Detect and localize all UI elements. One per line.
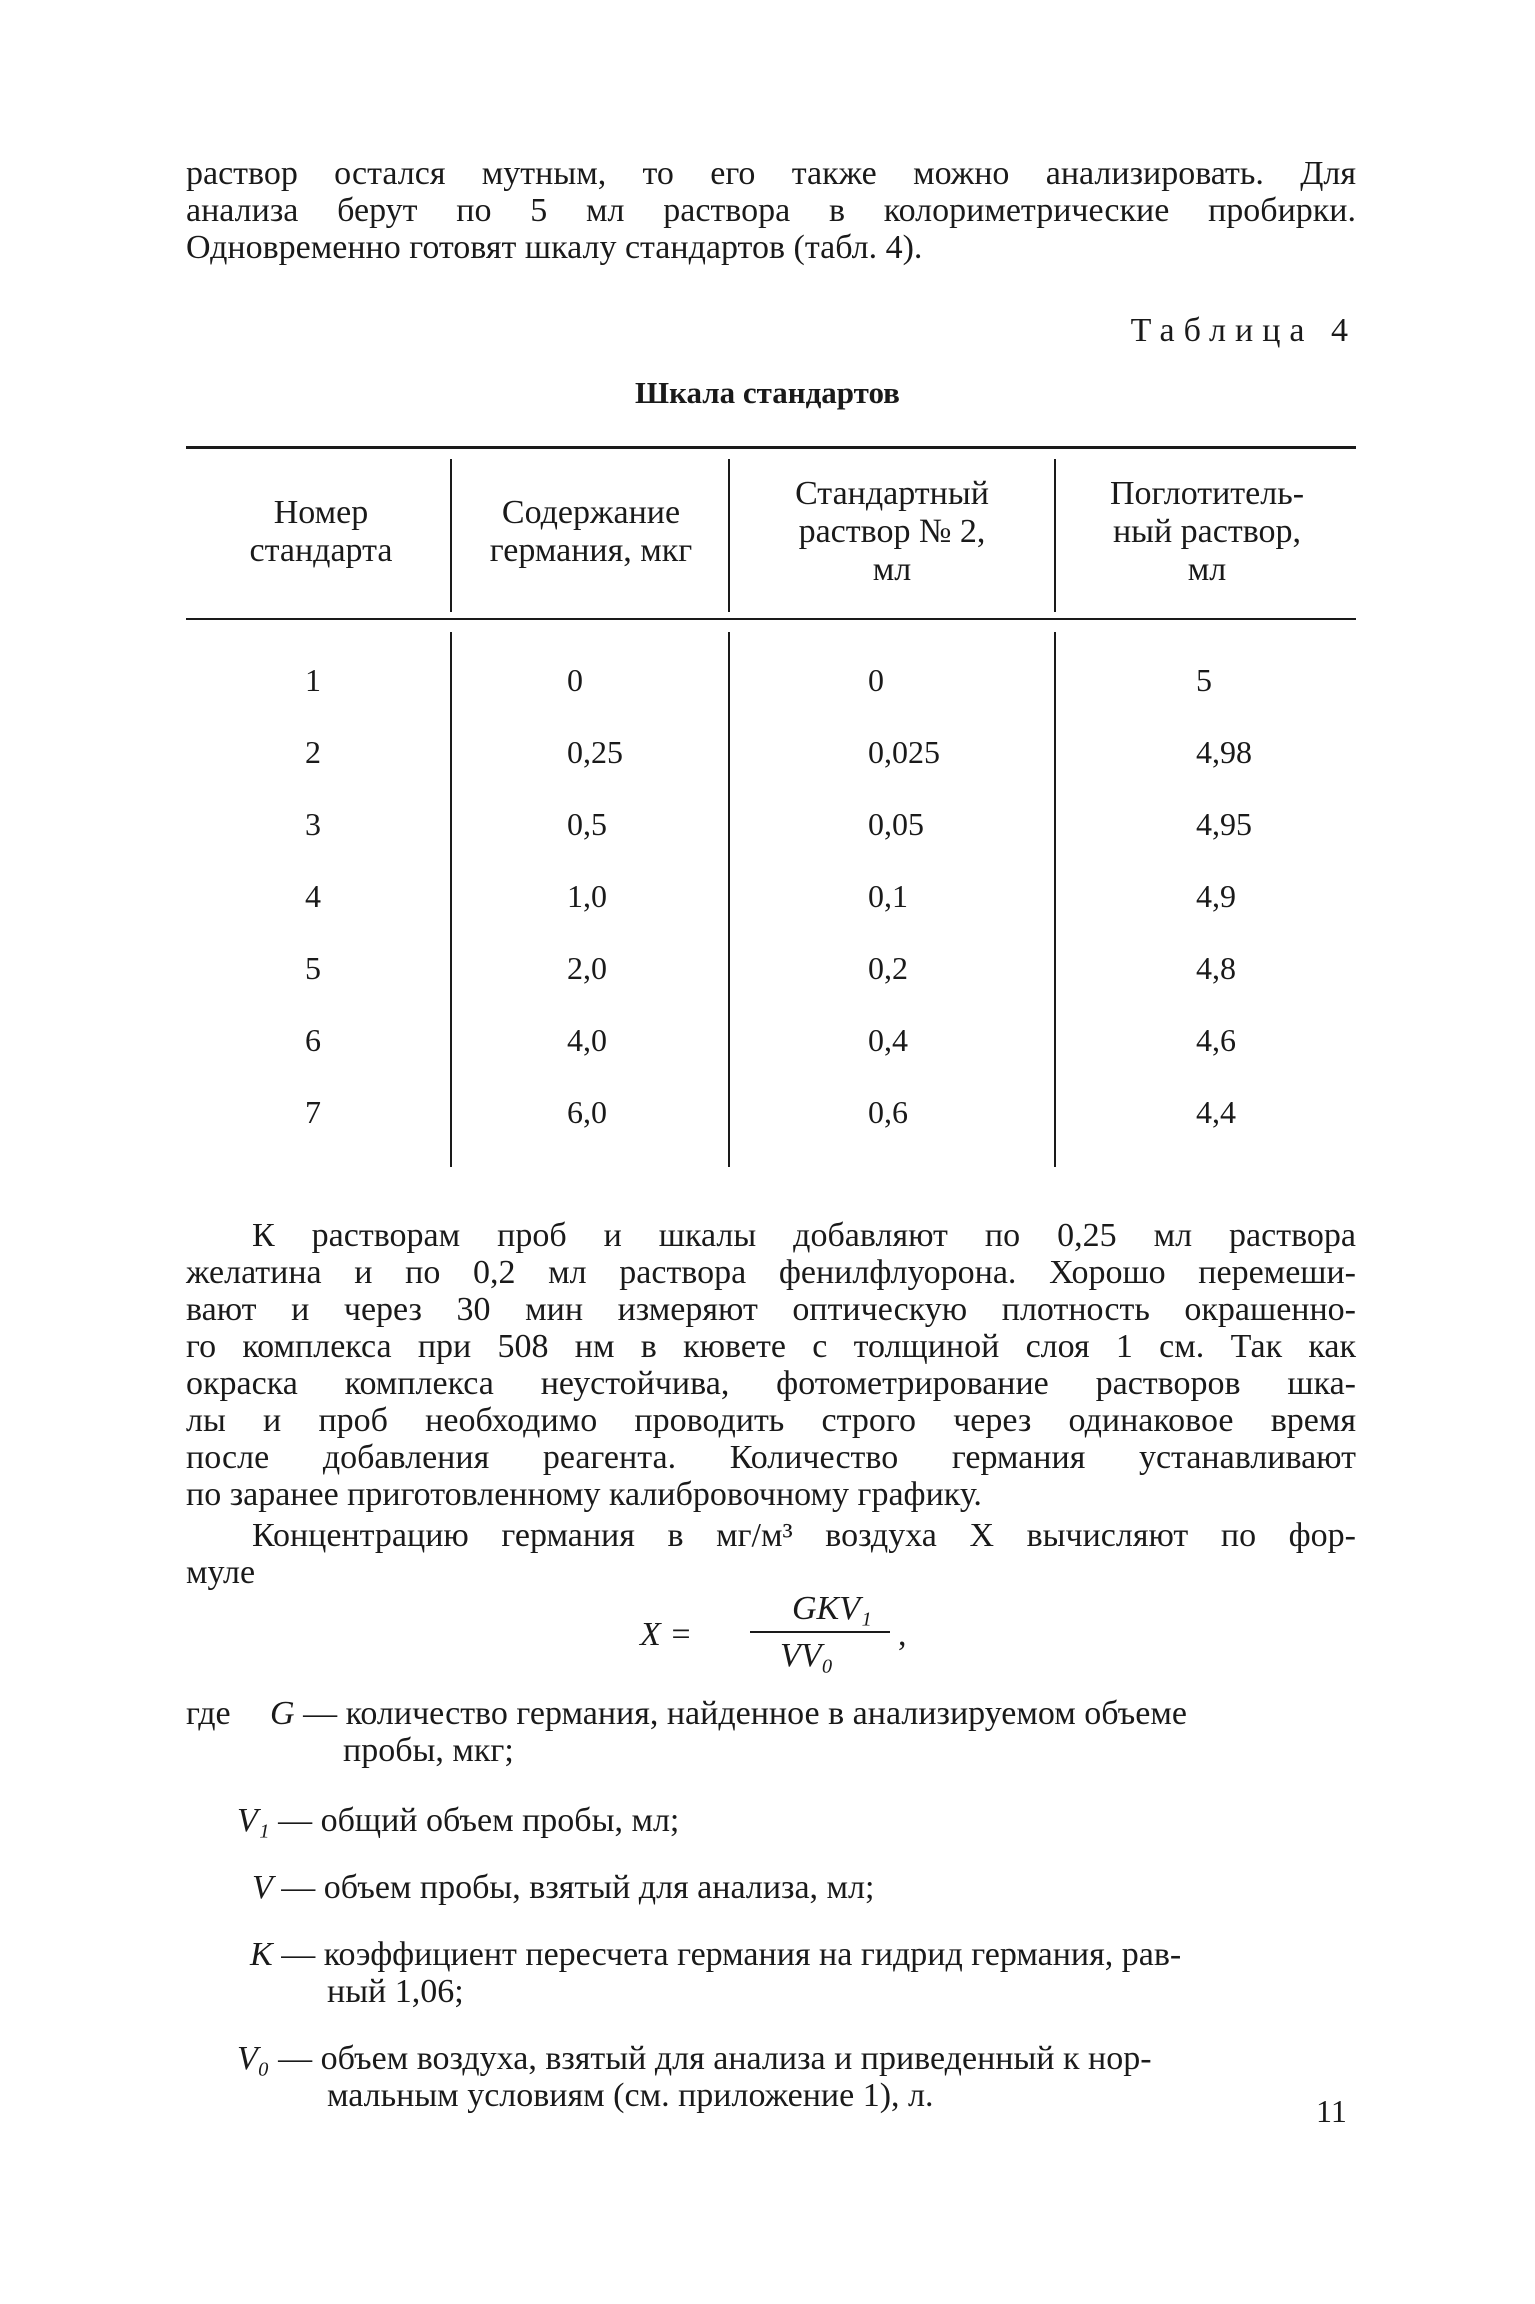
intro-paragraph: [186, 155, 1356, 266]
definition-continuation: ный 1,06;: [327, 1973, 464, 2010]
table-cell: 0: [868, 662, 884, 698]
page-number: 11: [1316, 2093, 1347, 2129]
table-header-rule: [186, 618, 1356, 620]
formula-comma: ,: [898, 1616, 907, 1653]
table-column-divider: [728, 459, 730, 612]
table-cell: 0,2: [868, 950, 908, 986]
table-cell: 4: [305, 878, 321, 914]
table-header-cell: [736, 475, 1048, 589]
where-label: где: [186, 1695, 231, 1732]
table-cell: 6: [305, 1022, 321, 1058]
text-line: желатина и по 0,2 мл раствора фенилфлуорона. Хорошо перемеши-: [186, 1254, 1356, 1291]
table-header-cell: [1062, 475, 1352, 589]
text-line: после добавления реагента. Количество германия устанавливают: [186, 1439, 1356, 1476]
table-cell: 4,98: [1196, 734, 1252, 770]
table-header-cell: [196, 494, 446, 570]
table-cell: 0: [567, 662, 583, 698]
text-line: по заранее приготовленному калибровочному графику.: [186, 1476, 982, 1513]
header-line: ный раствор,: [1112, 513, 1302, 550]
text-line: К растворам проб и шкалы добавляют по 0,25 мл раствора: [252, 1217, 1356, 1254]
header-line: Содержание: [501, 494, 681, 531]
text-line: го комплекса при 508 нм в кювете с толщиной слоя 1 см. Так как: [186, 1328, 1356, 1365]
text-line: Концентрацию германия в мг/м³ воздуха X вычисляют по фор-: [252, 1517, 1356, 1554]
text-line: лы и проб необходимо проводить строго через одинаковое время: [186, 1402, 1356, 1439]
table-number-label: Таблица 4: [1130, 312, 1357, 349]
table-cell: 0,025: [868, 734, 940, 770]
table-cell: 5: [1196, 662, 1212, 698]
text-line: муле: [186, 1554, 256, 1591]
concentration-paragraph: [186, 1517, 1356, 1591]
definition-continuation: мальным условиям (см. приложение 1), л.: [327, 2077, 934, 2114]
header-line: мл: [872, 551, 912, 588]
header-line: Стандартный: [795, 475, 989, 512]
table-header-cell: [460, 494, 722, 570]
table-cell: 4,8: [1196, 950, 1236, 986]
fraction-bar: [750, 1631, 890, 1633]
text-line: окраска комплекса неустойчива, фотометрирование растворов шка-: [186, 1365, 1356, 1402]
definition-item: [237, 1802, 679, 1839]
table-cell: 4,4: [1196, 1094, 1236, 1130]
table-cell: 0,1: [868, 878, 908, 914]
definition-symbol: V: [252, 1869, 273, 1906]
definition-continuation: пробы, мкг;: [343, 1732, 514, 1769]
definition-item: [252, 1869, 874, 1906]
header-line: раствор № 2,: [798, 513, 986, 550]
formula-denominator: VV₀: [780, 1637, 834, 1674]
table-cell: 4,6: [1196, 1022, 1236, 1058]
table-cell: 4,9: [1196, 878, 1236, 914]
table-cell: 4,0: [567, 1022, 607, 1058]
definition-symbol: G: [270, 1695, 295, 1732]
header-line: Поглотитель-: [1109, 475, 1305, 512]
text-line: анализа берут по 5 мл раствора в колориметрические пробирки.: [186, 192, 1356, 229]
definition-text: — объем пробы, взятый для анализа, мл;: [281, 1869, 875, 1906]
table-cell: 0,5: [567, 806, 607, 842]
table-cell: 6,0: [567, 1094, 607, 1130]
text-line: Одновременно готовят шкалу стандартов (табл. 4).: [186, 229, 923, 266]
header-line: Номер: [273, 494, 369, 531]
table-cell: 1: [305, 662, 321, 698]
definition-text: — количество германия, найденное в анализируемом объеме: [303, 1695, 1187, 1732]
table-cell: 2: [305, 734, 321, 770]
definition-symbol: V₁: [237, 1802, 270, 1839]
table-cell: 0,05: [868, 806, 924, 842]
table-column-divider: [1054, 632, 1056, 1167]
table-cell: 7: [305, 1094, 321, 1130]
definition-text: — общий объем пробы, мл;: [278, 1802, 680, 1839]
definition-item: [250, 1936, 1181, 1973]
table-cell: 0,6: [868, 1094, 908, 1130]
table-cell: 0,4: [868, 1022, 908, 1058]
definition-symbol: K: [250, 1936, 273, 1973]
table-cell: 1,0: [567, 878, 607, 914]
formula-lhs: X =: [640, 1616, 693, 1653]
table-cell: 5: [305, 950, 321, 986]
table-top-rule: [186, 446, 1356, 449]
table-column-divider: [728, 632, 730, 1167]
definition-text: — коэффициент пересчета германия на гидрид германия, рав-: [281, 1936, 1182, 1973]
table-title: Шкала стандартов: [635, 375, 900, 410]
table-cell: 3: [305, 806, 321, 842]
body-paragraph: [186, 1217, 1356, 1513]
table-cell: 2,0: [567, 950, 607, 986]
header-line: мл: [1187, 551, 1227, 588]
definition-text: — объем воздуха, взятый для анализа и приведенный к нор-: [278, 2040, 1152, 2077]
table-cell: 0,25: [567, 734, 623, 770]
header-line: германия, мкг: [489, 532, 693, 569]
table-column-divider: [450, 632, 452, 1167]
definition-symbol: V₀: [237, 2040, 270, 2077]
text-line: раствор остался мутным, то его также можно анализировать. Для: [186, 155, 1356, 192]
table-column-divider: [1054, 459, 1056, 612]
definition-item: [237, 2040, 1152, 2077]
table-column-divider: [450, 459, 452, 612]
header-line: стандарта: [249, 532, 393, 569]
table-cell: 4,95: [1196, 806, 1252, 842]
formula-numerator: GKV₁: [792, 1590, 872, 1627]
text-line: вают и через 30 мин измеряют оптическую плотность окрашенно-: [186, 1291, 1356, 1328]
definition-item: [270, 1695, 1356, 1732]
